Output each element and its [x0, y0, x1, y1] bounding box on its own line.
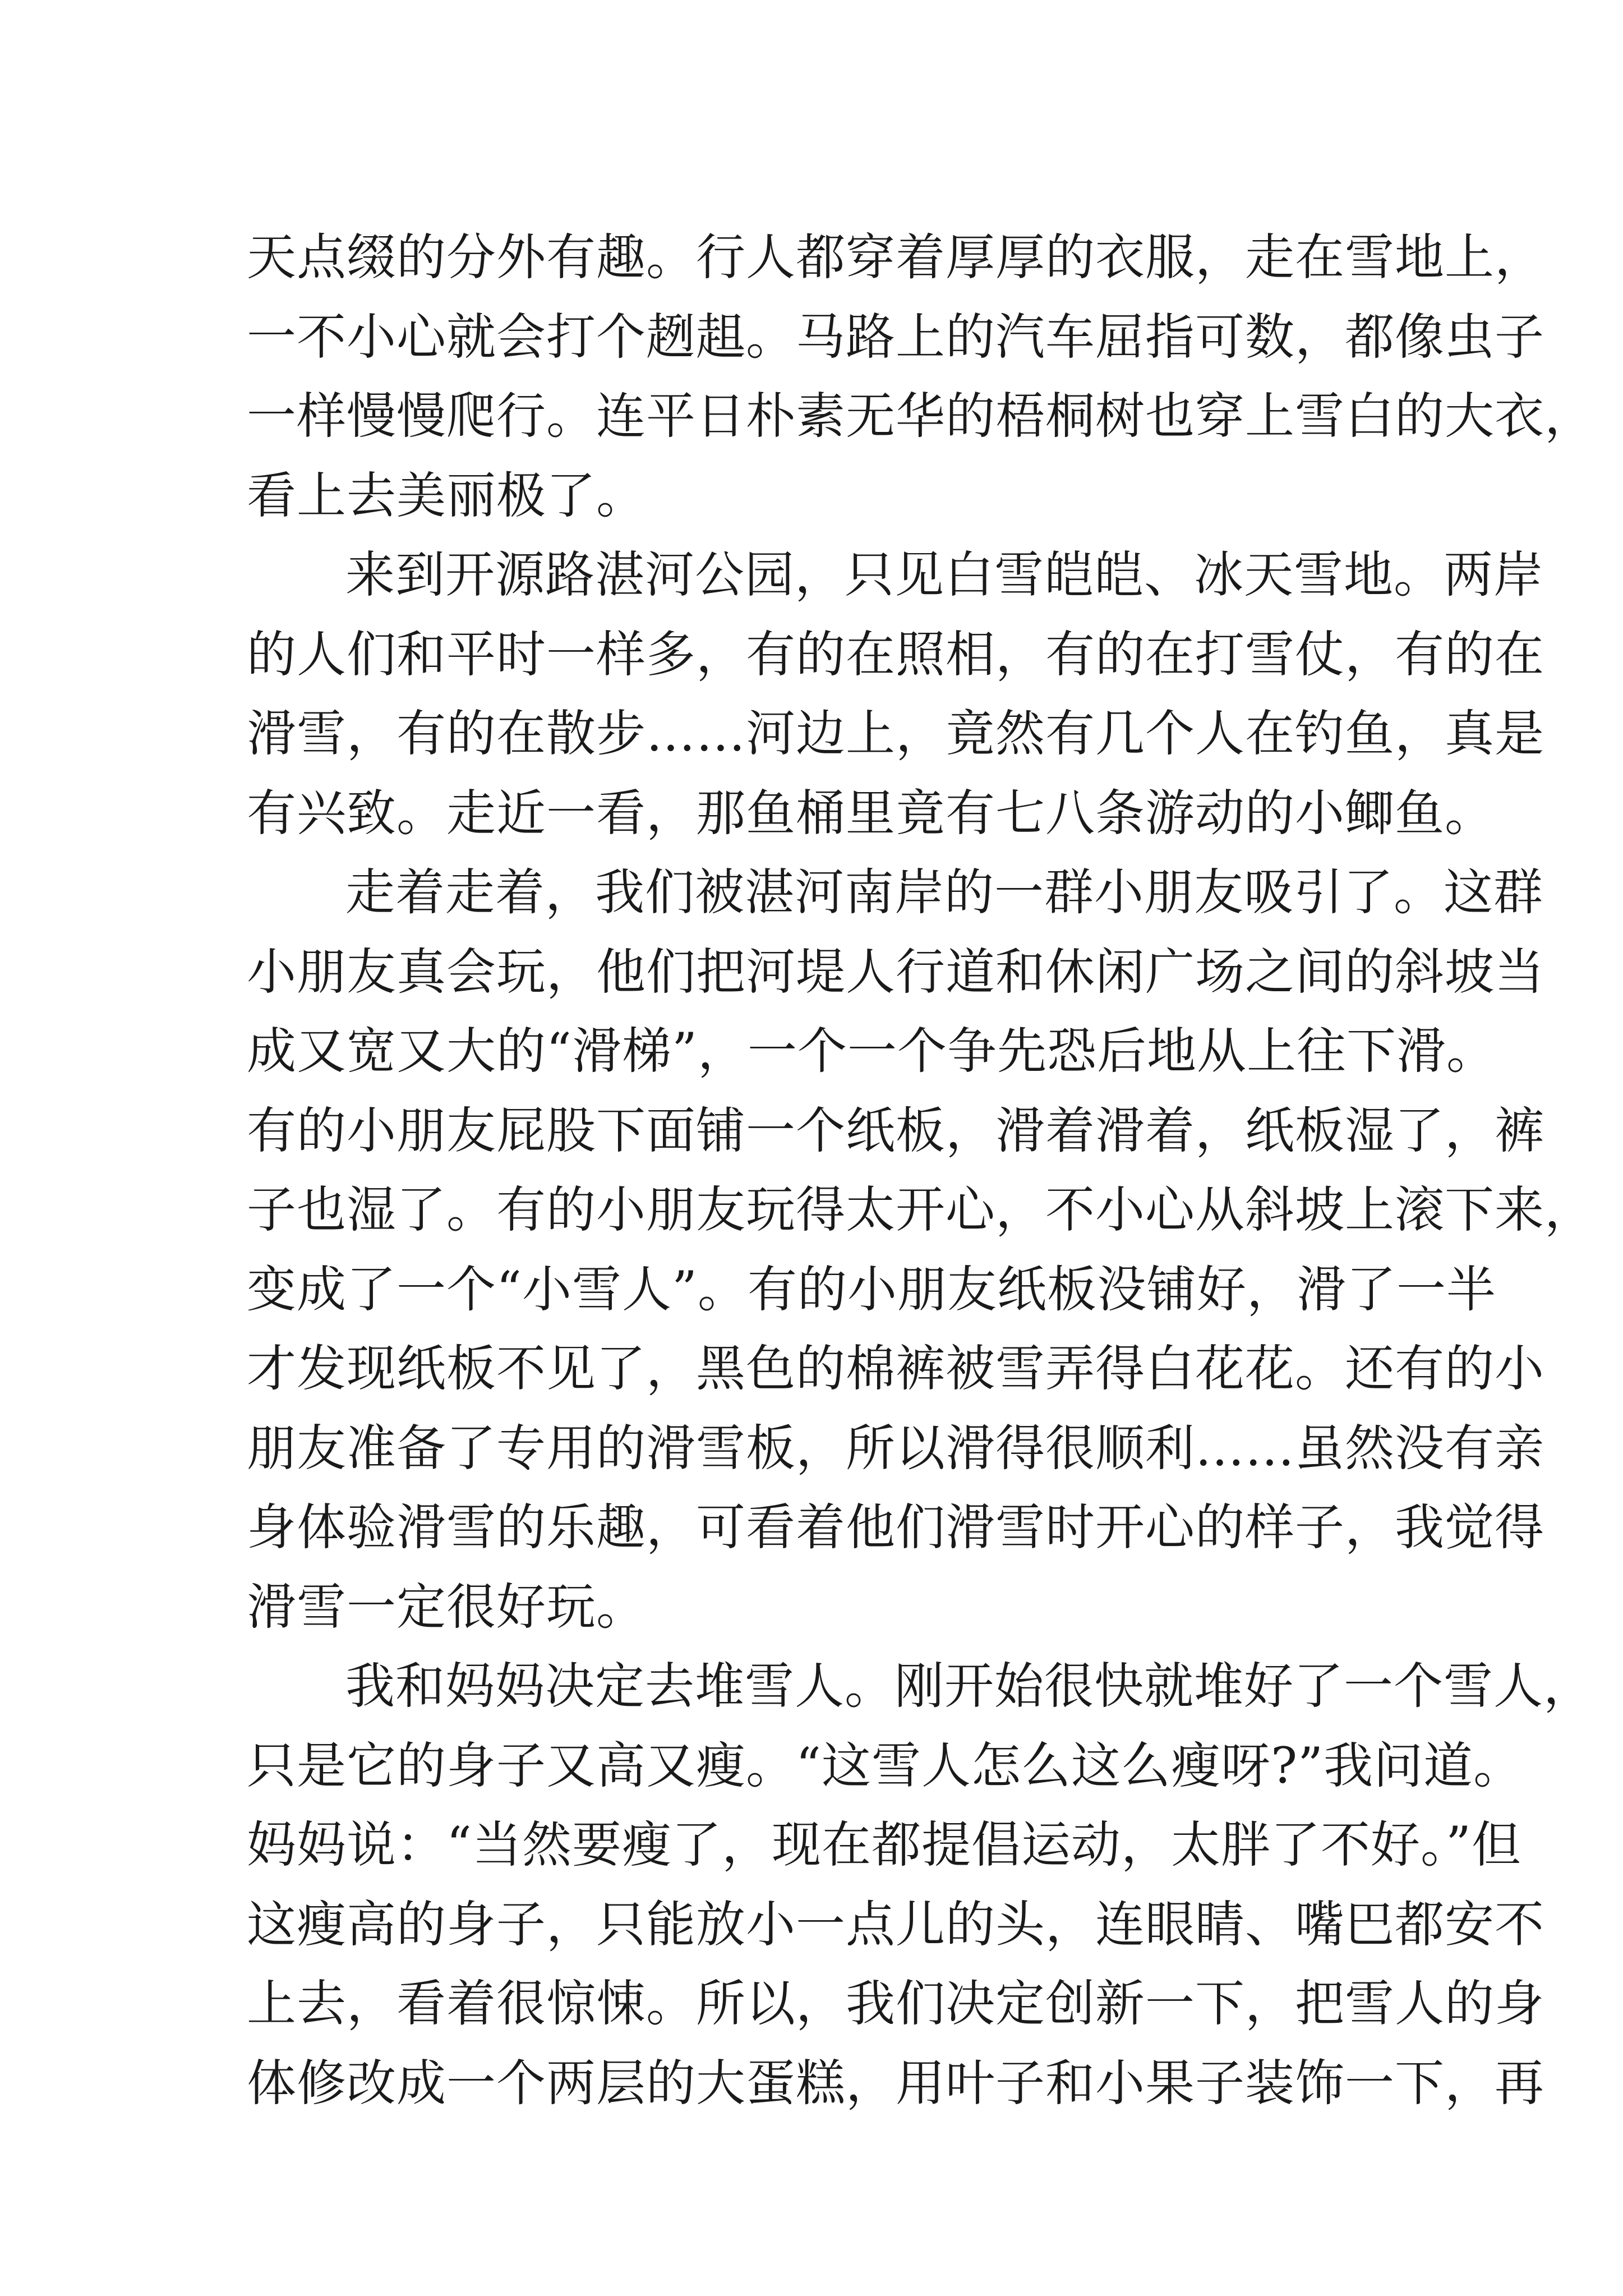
text-line: 天点缀的分外有趣。行人都穿着厚厚的衣服，走在雪地上，	[247, 228, 1545, 286]
text-line: 滑雪一定很好玩。	[247, 1577, 647, 1636]
text-line: 有兴致。走近一看，那鱼桶里竟有七八条游动的小鲫鱼。	[247, 784, 1495, 842]
text-line: 一不小心就会打个趔趄。马路上的汽车屈指可数，都像虫子	[247, 307, 1545, 366]
text-line: 身体验滑雪的乐趣，可看着他们滑雪时开心的样子，我觉得	[247, 1498, 1545, 1556]
text-line: 变成了一个“小雪人”。有的小朋友纸板没铺好，滑了一半	[247, 1260, 1496, 1318]
text-line: 看上去美丽极了。	[247, 466, 647, 524]
paragraph-first-line: 走着走着，我们被湛河南岸的一群小朋友吸引了。这群	[345, 863, 1544, 921]
text-line: 的人们和平时一样多，有的在照相，有的在打雪仗，有的在	[247, 625, 1545, 683]
text-line: 小朋友真会玩，他们把河堤人行道和休闲广场之间的斜坡当	[247, 942, 1545, 1001]
text-line: 妈妈说：“当然要瘦了，现在都提倡运动，太胖了不好。”但	[247, 1816, 1521, 1874]
text-line: 成又宽又大的“滑梯”，一个一个争先恐后地从上往下滑。	[247, 1022, 1496, 1080]
article-body	[247, 218, 1595, 2123]
text-line: 才发现纸板不见了，黑色的棉裤被雪弄得白花花。还有的小	[247, 1340, 1545, 1397]
paragraph-first-line: 来到开源路湛河公园，只见白雪皑皑、冰天雪地。两岸	[345, 546, 1544, 604]
text-line: 上去，看着很惊悚。所以，我们决定创新一下，把雪人的身	[247, 1975, 1545, 2032]
text-line: 有的小朋友屁股下面铺一个纸板，滑着滑着，纸板湿了，裤	[247, 1101, 1545, 1159]
text-line: 这瘦高的身子，只能放小一点儿的头，连眼睛、嘴巴都安不	[247, 1895, 1545, 1953]
text-line: 体修改成一个两层的大蛋糕，用叶子和小果子装饰一下，再	[247, 2054, 1545, 2112]
text-line: 滑雪，有的在散步……河边上，竟然有几个人在钓鱼，真是	[247, 705, 1545, 762]
text-line: 一样慢慢爬行。连平日朴素无华的梧桐树也穿上雪白的大衣，	[247, 387, 1595, 445]
text-line: 朋友准备了专用的滑雪板，所以滑得很顺利……虽然没有亲	[247, 1419, 1545, 1477]
text-line: 子也湿了。有的小朋友玩得太开心，不小心从斜坡上滚下来，	[247, 1181, 1595, 1239]
paragraph-first-line: 我和妈妈决定去堆雪人。刚开始很快就堆好了一个雪人，	[345, 1657, 1594, 1715]
text-line: 只是它的身子又高又瘦。“这雪人怎么这么瘦呀?”我问道。	[247, 1736, 1524, 1795]
